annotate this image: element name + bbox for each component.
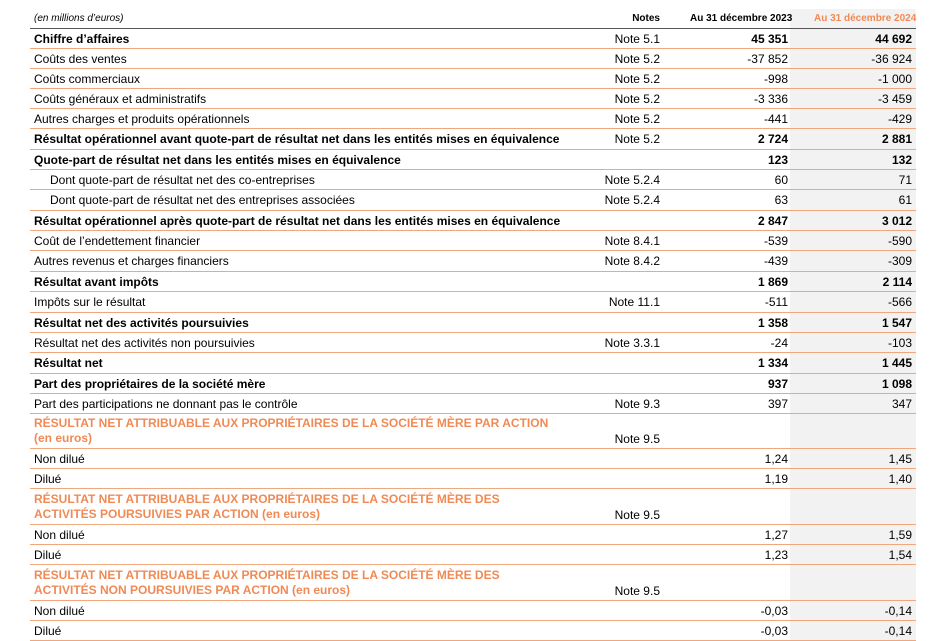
value-2024: -1 000 [877, 71, 912, 86]
table-row [30, 601, 916, 621]
table-row [30, 129, 916, 150]
row-label: Quote-part de résultat net dans les entités mises en équivalence [34, 152, 401, 167]
section-title-line: RÉSULTAT NET ATTRIBUABLE AUX PROPRIÉTAIRES DE LA SOCIÉTÉ MÈRE DES [34, 492, 500, 506]
value-2024: 3 012 [881, 213, 912, 228]
row-label: Non dilué [34, 603, 85, 618]
row-note: Note 5.2 [614, 71, 660, 86]
section-title-line: ACTIVITÉS POURSUIVIES PAR ACTION (en euros) [34, 507, 321, 521]
column-header-2023: Au 31 décembre 2023 [690, 13, 793, 24]
row-note: Note 11.1 [608, 295, 660, 309]
value-2023: -439 [763, 254, 788, 268]
row-label: Coûts généraux et administratifs [34, 91, 207, 106]
row-note: Note 3.3.1 [604, 335, 660, 350]
value-2024: 2 881 [881, 132, 912, 146]
row-note: Note 5.2 [614, 132, 660, 146]
row-note: Note 5.2.4 [604, 193, 660, 207]
value-2024: 347 [891, 396, 912, 411]
value-2024: 44 692 [875, 31, 912, 46]
row-label: Coût de l’endettement financier [34, 233, 201, 248]
value-2024: 1 098 [881, 376, 912, 391]
table-row [30, 251, 916, 272]
row-note: Note 9.3 [614, 396, 660, 411]
row-note: Note 5.2.4 [604, 172, 660, 187]
value-2024: 1,54 [888, 547, 912, 562]
row-note: Note 5.2 [614, 51, 660, 66]
value-2023: 1,24 [764, 451, 788, 466]
value-2024: 71 [898, 172, 912, 187]
row-label: Résultat net des activités non poursuivies [34, 335, 255, 350]
table-row [30, 469, 916, 489]
table-row [30, 353, 916, 374]
table-header [30, 9, 916, 29]
row-note: Note 5.2 [614, 91, 660, 106]
row-label: Non dilué [34, 451, 85, 466]
row-label: Dont quote-part de résultat net des entreprises associées [50, 193, 355, 207]
eps-section-heading [30, 414, 916, 449]
value-2023: -37 852 [747, 51, 788, 66]
row-label: Résultat net des activités poursuivies [34, 315, 249, 330]
column-header-2024: Au 31 décembre 2024 [814, 13, 917, 24]
row-label: Non dilué [34, 527, 85, 542]
value-2023: 45 351 [751, 31, 788, 46]
value-2023: 397 [767, 396, 788, 411]
value-2023: -0,03 [760, 603, 788, 618]
row-note: Note 5.1 [614, 31, 660, 46]
section-title-line: ACTIVITÉS NON POURSUIVIES PAR ACTION (en euros) [34, 583, 351, 597]
table-row [30, 190, 916, 211]
value-2023: 1,27 [764, 527, 788, 542]
table-row [30, 231, 916, 251]
row-note: Note 8.4.2 [604, 254, 660, 268]
row-label: Résultat opérationnel avant quote-part de résultat net dans les entités mises en équivalence [34, 132, 560, 146]
value-2024: 1,59 [888, 527, 912, 542]
table-row [30, 211, 916, 231]
row-note: Note 9.5 [614, 508, 660, 522]
table-row [30, 170, 916, 190]
table-row [30, 69, 916, 89]
section-title-line: RÉSULTAT NET ATTRIBUABLE AUX PROPRIÉTAIRES DE LA SOCIÉTÉ MÈRE DES [34, 568, 500, 582]
row-note: Note 9.5 [614, 432, 660, 446]
row-label: Autres revenus et charges financiers [34, 254, 229, 268]
row-label: Chiffre d’affaires [34, 31, 130, 46]
value-2024: -0,14 [884, 603, 912, 618]
table-row [30, 89, 916, 109]
value-2023: -24 [770, 335, 788, 350]
value-2024: -566 [887, 295, 912, 309]
value-2023: 123 [767, 152, 788, 167]
row-label: Dilué [34, 471, 62, 486]
section-title-line: RÉSULTAT NET ATTRIBUABLE AUX PROPRIÉTAIRES DE LA SOCIÉTÉ MÈRE PAR ACTION [34, 416, 549, 430]
value-2023: -998 [763, 71, 788, 86]
value-2024: -309 [887, 254, 912, 268]
value-2023: -539 [763, 233, 788, 248]
row-note: Note 9.5 [614, 584, 660, 598]
value-2024: 61 [898, 193, 912, 207]
value-2024: 1 547 [881, 315, 912, 330]
eps-section-heading [30, 489, 916, 525]
table-row [30, 313, 916, 333]
value-2024: -590 [887, 233, 912, 248]
row-label: Dilué [34, 547, 62, 562]
row-label: Coûts commerciaux [34, 71, 141, 86]
row-label: Autres charges et produits opérationnels [34, 111, 250, 126]
row-label: Dont quote-part de résultat net des co-entreprises [50, 172, 315, 187]
row-label: Résultat net [34, 356, 103, 370]
row-label: Impôts sur le résultat [34, 295, 146, 309]
table-row [30, 545, 916, 565]
value-2024: 1 445 [881, 356, 912, 370]
table-row [30, 449, 916, 469]
value-2023: 937 [767, 376, 788, 391]
value-2023: 2 847 [757, 213, 788, 228]
value-2023: 1 334 [757, 356, 788, 370]
table-row [30, 292, 916, 313]
row-label: Résultat avant impôts [34, 274, 159, 289]
table-row [30, 49, 916, 69]
table-row [30, 525, 916, 545]
value-2024: -0,14 [884, 623, 912, 638]
value-2023: -3 336 [753, 91, 788, 106]
row-label: Dilué [34, 623, 62, 638]
value-2023: -0,03 [760, 623, 788, 638]
value-2023: 60 [774, 172, 788, 187]
eps-section-heading [30, 565, 916, 601]
table-row [30, 109, 916, 129]
section-title-line: (en euros) [34, 431, 93, 445]
value-2023: -441 [763, 111, 788, 126]
table-row [30, 374, 916, 394]
value-2024: -429 [887, 111, 912, 126]
row-label: Coûts des ventes [34, 51, 127, 66]
value-2023: 63 [774, 193, 788, 207]
value-2023: 2 724 [757, 132, 788, 146]
value-2023: 1 358 [757, 315, 788, 330]
row-label: Part des propriétaires de la société mère [34, 376, 266, 391]
table-row [30, 29, 916, 49]
value-2024: -36 924 [871, 51, 912, 66]
table-row [30, 272, 916, 292]
row-note: Note 5.2 [614, 111, 660, 126]
row-label: Résultat opérationnel après quote-part de résultat net dans les entités mises en équivalence [34, 213, 561, 228]
value-2023: 1 869 [757, 274, 788, 289]
value-2024: 1,45 [888, 451, 912, 466]
value-2023: -511 [764, 295, 788, 309]
unit-caption: (en millions d’euros) [34, 13, 124, 24]
table-row [30, 621, 916, 641]
income-statement-table [30, 9, 916, 641]
value-2023: 1,23 [764, 547, 788, 562]
table-row [30, 394, 916, 414]
value-2023: 1,19 [764, 471, 788, 486]
row-label: Part des participations ne donnant pas le contrôle [34, 396, 298, 411]
value-2024: 132 [891, 152, 912, 167]
value-2024: -103 [887, 335, 912, 350]
value-2024: 2 114 [882, 274, 912, 289]
table-row [30, 150, 916, 170]
row-note: Note 8.4.1 [604, 233, 660, 248]
table-row [30, 333, 916, 353]
notes-column-header: Notes [632, 13, 660, 24]
value-2024: 1,40 [888, 471, 912, 486]
value-2024: -3 459 [877, 91, 912, 106]
